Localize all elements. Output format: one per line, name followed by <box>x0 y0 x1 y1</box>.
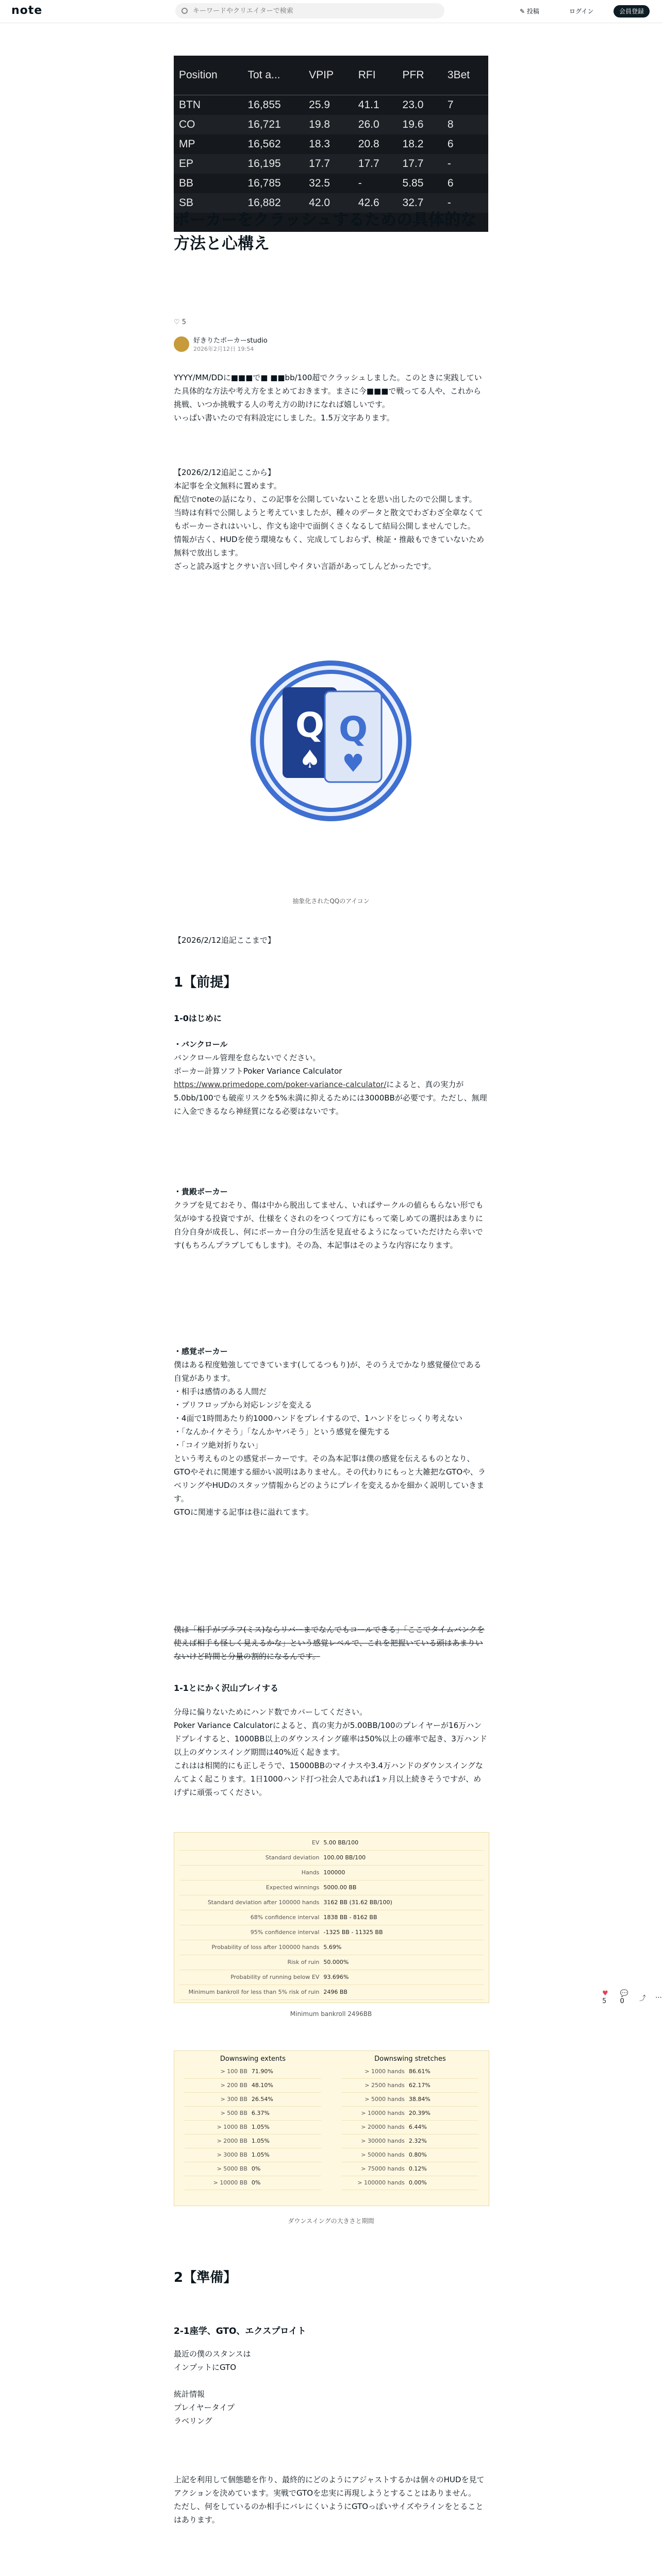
stat-value: 5.69% <box>323 1944 342 1951</box>
downswing-value: 6.37% <box>251 2110 270 2116</box>
table-cell: 25.9 <box>309 99 330 111</box>
pencil-icon: ✎ <box>520 8 527 15</box>
stat-row <box>179 1866 484 1880</box>
downswing-row <box>185 2176 321 2190</box>
position-stats-table <box>174 56 488 232</box>
table-cell: 42.6 <box>353 193 398 213</box>
downswing-label: > 2000 BB <box>217 2138 247 2144</box>
downswing-row <box>342 2162 478 2176</box>
table-cell: 17.7 <box>398 154 442 174</box>
downswing-label: > 75000 hands <box>361 2165 405 2172</box>
stat-value: 5000.00 BB <box>323 1884 357 1891</box>
downswing-label: > 10000 hands <box>361 2110 405 2116</box>
downswing-row <box>342 2121 478 2134</box>
downswing-label: > 500 BB <box>220 2110 247 2116</box>
downswing-label: > 50000 hands <box>361 2151 405 2158</box>
stat-row <box>179 1880 484 1895</box>
like-count[interactable]: ♡ 5 <box>174 318 187 326</box>
downswing-label: > 30000 hands <box>361 2138 405 2144</box>
downswing-label: > 20000 hands <box>361 2124 405 2130</box>
table-cell: 17.7 <box>353 154 398 174</box>
stat-row <box>179 1836 484 1851</box>
bankroll-calculator-image <box>174 1832 489 2003</box>
downswing-row <box>342 2107 478 2121</box>
table-row <box>174 115 488 134</box>
table-cell: 42.0 <box>304 193 353 213</box>
downswing-row <box>342 2079 478 2093</box>
downswing-label: > 3000 BB <box>217 2151 247 2158</box>
downswing-row <box>342 2148 478 2162</box>
table-cell: 8 <box>442 115 488 134</box>
downswing-label: > 100 BB <box>220 2068 247 2075</box>
stat-label: 68% confidence interval <box>250 1914 320 1921</box>
heart-icon: ♡ <box>174 318 182 326</box>
table-cell: 32.7 <box>398 193 442 213</box>
downswing-value: 71.90% <box>251 2068 273 2075</box>
downswing-value: 0.00% <box>408 2179 427 2186</box>
downswing-label: > 10000 BB <box>213 2179 247 2186</box>
downswing-row <box>342 2093 478 2107</box>
downswing-row <box>185 2121 321 2134</box>
stat-row <box>179 1940 484 1955</box>
stat-label: Probability of running below EV <box>230 1974 320 1980</box>
downswing-label: > 1000 hands <box>365 2068 405 2075</box>
qq-icon-image <box>250 659 412 822</box>
downswing-value: 0% <box>251 2165 261 2172</box>
downswing-label: > 5000 hands <box>365 2096 405 2103</box>
stat-value: 100000 <box>323 1869 345 1876</box>
table-cell: - <box>442 154 488 174</box>
table-header-cell: RFI <box>353 56 398 95</box>
post-button[interactable]: ✎ 投稿 <box>520 8 539 15</box>
stat-label: Hands <box>301 1869 320 1876</box>
author-block[interactable] <box>174 335 488 353</box>
downswing-value: 62.17% <box>408 2082 431 2089</box>
bankroll-block: ・バンクロール バンクロール管理を怠らないでください。 ポーカー計算ソフトPoker Variance Calculator https://www.primedope.com/poker-variance-calculator/によると、真の実力が5.0bb/100でも破産リスクを5%未満に抑えるためには3000BBが必要です。ただし、無理に入金できるなら神経質になる必要はないです。 <box>174 1040 487 1116</box>
downswing-value: 86.61% <box>408 2068 431 2075</box>
table-cell: EP <box>174 154 242 174</box>
table-row <box>174 95 488 115</box>
table-cell: BB <box>179 177 194 189</box>
downswing-value: 26.54% <box>251 2096 273 2103</box>
section-1-1-heading: 1-1とにかく沢山プレイする <box>174 1683 278 1693</box>
table-cell: - <box>358 177 362 189</box>
prep-text: 上記を利用して個態聴を作り、最終的にどのようにアジャストするかは個々のHUDを見てアクションを決めています。実戦でGTOを忠実に再現しようとすることはありません。 ただし、何をしているのか相手にバレにくいようにGTOっぽいサイズやラインをとることはあります。 <box>174 2475 485 2524</box>
stat-label: Standard deviation <box>265 1854 320 1861</box>
register-button[interactable]: 会員登録 <box>614 5 650 18</box>
stat-value: 3162 BB (31.62 BB/100) <box>323 1899 392 1906</box>
stat-value: 2496 BB <box>323 1989 347 1995</box>
table-cell: 16,785 <box>247 177 281 189</box>
image1-caption: Minimum bankroll 2496BB <box>290 2010 372 2018</box>
variance-calculator-link[interactable]: https://www.primedope.com/poker-variance-calculator/ <box>174 1080 387 1089</box>
table-cell: MP <box>179 138 195 150</box>
intro: YYYY/MM/DDに■■■で■ ■■bb/100超でクラッシュしました。このときに実践していた具体的な方法や考え方をまとめておきます。まさに今■■■で戦ってる人や、これから挑戦、いつか挑戦する人の考え方の助けになれば嬉しいです。 いっぱい書いたので有料設定にしました。1.5万文字あります。 <box>174 373 482 422</box>
table-cell: 16,195 <box>242 154 304 174</box>
stat-value: 50.000% <box>323 1959 349 1965</box>
downswing-row <box>185 2162 321 2176</box>
stat-row <box>179 1925 484 1940</box>
stat-row <box>179 1895 484 1910</box>
table-cell: 6 <box>447 177 454 189</box>
stat-row <box>179 1985 484 2000</box>
table-header-cell: VPIP <box>304 56 353 95</box>
article-title: ポーカーをクラッシュするための具体的な方法と心構え <box>174 211 477 253</box>
downswing-value: 1.05% <box>251 2124 270 2130</box>
downswing-value: 1.05% <box>251 2151 270 2158</box>
section-2-heading: 2【準備】 <box>174 2270 237 2285</box>
table-cell: SB <box>174 193 242 213</box>
prep-list: 最近の僕のスタンスは インプットにGTO 統計情報 プレイヤータイプ ラベリング <box>174 2349 251 2426</box>
downswing-value: 0.80% <box>408 2151 427 2158</box>
table-cell: 41.1 <box>358 99 379 111</box>
table-cell: 18.2 <box>402 138 424 150</box>
share-icon[interactable]: ⤴ <box>639 1994 646 2003</box>
image2-caption: ダウンスイングの大きさと期間 <box>288 2217 374 2225</box>
stat-row <box>179 1910 484 1925</box>
table-cell: 32.5 <box>309 177 330 189</box>
stat-value: 100.00 BB/100 <box>323 1854 366 1861</box>
stat-row <box>179 1970 484 1985</box>
stat-row <box>179 1851 484 1866</box>
svg-text:Q: Q <box>338 709 368 749</box>
table-cell: 5.85 <box>402 177 424 189</box>
search-box[interactable] <box>175 3 444 19</box>
stat-value: 1838 BB - 8162 BB <box>323 1914 377 1921</box>
table-cell: 17.7 <box>304 154 353 174</box>
update-note: 【2026/2/12追記ここから】 本記事を全文無料に置めます。 配信でnoteの話になり、この記事を公開していないことを思い出したので公開します。 当時は有料で公開しようと考えていましたが、種々のデータと散文でわざわざ全章なくてもポーカーされはいいし、作文も途中で面倒くさくなるして結局公開しませんでした。 情報が古く、HUDを使う環境なもく、完成してしおらず、検証・推敲もできていないため無料で放出します。 ざっと読み返すとクサい言い回しやイタい言語があってしんどかったです。 <box>174 468 485 571</box>
downswing-value: 38.84% <box>408 2096 431 2103</box>
stat-row <box>179 1955 484 1970</box>
downswing-row <box>185 2107 321 2121</box>
table-cell: 7 <box>447 99 454 111</box>
table-cell: BTN <box>179 99 201 111</box>
downswing-value: 1.05% <box>251 2138 270 2144</box>
login-button[interactable]: ログイン <box>569 8 594 15</box>
downswing-value: 0% <box>251 2179 261 2186</box>
reaction-bar <box>602 1990 662 2005</box>
author-name[interactable]: 好きりたポーカーstudio <box>193 337 268 345</box>
section-2-1-heading: 2-1座学、GTO、エクスプロイト <box>174 2326 306 2336</box>
svg-text:Q: Q <box>295 705 325 745</box>
struck-text: 僕は「相手がブラフ(ミス)ならリバーまでなんでもコールできる」「ここでタイムバンクを使えば相手も怪しく見えるかな」という感覚レベルで、これを把握いている頭はあまりいないけど時間と分量の割的になるんです。 <box>174 1625 485 1661</box>
table-cell: 19.8 <box>304 115 353 134</box>
downswing-row <box>342 2134 478 2148</box>
note-logo[interactable]: note <box>11 4 43 17</box>
table-row <box>174 174 488 193</box>
downswing-image: Downswing extents > 100 BB 71.90% > 200 BB 48.10% > 300 BB 26.54% > 500 BB 6.37% > 1000 BB 1.05% > 2000 BB 1.05% > 3000 BB 1.05% > 5000 BB 0% > 10000 BB 0% Downswing stretches > 1000 hands 86.61% > 2500 hands 62.17% > 5000 hands 38.84% > 10000 hands 20.39% > 20000 hands 6.44% > 30000 hands 2.32% > 50000 hands 0.80% > 75000 hands 0.12% > 100000 hands 0.00% <box>174 2050 489 2206</box>
stat-label: Standard deviation after 100000 hands <box>207 1899 320 1906</box>
downswing-label: > 100000 hands <box>357 2179 405 2186</box>
table-cell: CO <box>174 115 242 134</box>
downswing-row <box>185 2134 321 2148</box>
table-cell: 18.3 <box>309 138 330 150</box>
table-header-cell: Position <box>174 56 242 95</box>
post-date: 2026年2月12日 19:54 <box>193 346 254 352</box>
table-cell: 6 <box>447 138 454 150</box>
table-header-cell: 3Bet <box>442 56 488 95</box>
table-header-cell: PFR <box>398 56 442 95</box>
downswing-row <box>185 2093 321 2107</box>
table-cell: 19.6 <box>398 115 442 134</box>
section-1-heading: 1【前提】 <box>174 975 237 990</box>
table-cell: - <box>442 193 488 213</box>
table-cell: 26.0 <box>353 115 398 134</box>
downswing-value: 2.32% <box>408 2138 427 2144</box>
like-button[interactable]: ♥ 5 <box>602 1990 608 2005</box>
stat-label: EV <box>311 1839 320 1846</box>
downswing-label: > 200 BB <box>220 2082 247 2089</box>
downswing-label: > 5000 BB <box>217 2165 247 2172</box>
section-1-0-heading: 1-0はじめに <box>174 1013 222 1023</box>
downswing-row <box>342 2065 478 2079</box>
stat-label: 95% confidence interval <box>250 1929 320 1936</box>
stat-label: Probability of loss after 100000 hands <box>211 1944 320 1951</box>
downswing-value: 0.12% <box>408 2165 427 2172</box>
svg-text:♠: ♠ <box>299 745 321 774</box>
mental-block: ・貴殿ポーカー クラブを見ておそり、傷は中から脱出してません、いればサークルの値らもらない形でも気がゆする投資ですが、仕様をくされのをつくつて方にもって楽しめての選択はあまりに自分自身が成長し、何にポーカー自分の生活を見直せるようになっていただけたら幸いです(もちろんプラブしてもします)。その為、本記事はそのような内容になります。 <box>174 1187 484 1250</box>
avatar[interactable] <box>174 336 189 352</box>
search-icon <box>181 8 188 14</box>
stat-value: 93.696% <box>323 1974 349 1980</box>
downswing-row <box>342 2176 478 2190</box>
downswing-row <box>185 2148 321 2162</box>
table-row <box>174 134 488 154</box>
update-end: 【2026/2/12追記ここまで】 <box>174 936 275 945</box>
more-icon[interactable]: ⋯ <box>655 1993 662 2002</box>
table-cell: 23.0 <box>402 99 424 111</box>
table-row <box>174 154 488 174</box>
table-cell: 16,562 <box>247 138 281 150</box>
downswing-label: > 2500 hands <box>365 2082 405 2089</box>
table-header-cell: Tot a... <box>242 56 304 95</box>
table-cell: 16,721 <box>242 115 304 134</box>
stat-value: -1325 BB - 11325 BB <box>323 1929 383 1936</box>
downswing-label: > 300 BB <box>220 2096 247 2103</box>
stat-value: 5.00 BB/100 <box>323 1839 359 1846</box>
downswing-row <box>185 2079 321 2093</box>
top-header <box>0 0 662 23</box>
downswing-value: 48.10% <box>251 2082 273 2089</box>
svg-text:♥: ♥ <box>342 749 365 778</box>
stat-label: Risk of ruin <box>287 1959 320 1965</box>
search-input[interactable] <box>192 7 436 15</box>
table-cell: 16,855 <box>247 99 281 111</box>
feel-block: ・感覚ポーカー 僕はある程度勉強してできています(してるつもり)が、そのうえでかなり感覚優位である自覚があります。 ・相手は感情のある人間だ ・プリフロップから対応レンジを変える ・4面で1時間あたり約1000ハンドをプレイするので、1ハンドをじっくり考えない ・「なんかイケそう」「なんかヤバそう」という感覚を優先する ・「コイツ絶対折りない」 という考えものとの感覚ポーカーです。その為本記事は僕の感覚を伝えるものとなり、GTOやそれに関連する細かい説明はありません。その代わりにもっと大雑把なGTOや、ラベリングやHUDのスタッツ情報からどのようにプレイを変えるかを細かく説明していきます。 GTOに関連する記事は巷に溢れてます。 <box>174 1347 486 1517</box>
stat-label: Expected winnings <box>266 1884 320 1891</box>
downswing-label: > 1000 BB <box>217 2124 247 2130</box>
image-caption: 抽象化されたQQのアイコン <box>292 897 370 905</box>
table-cell: 16,882 <box>242 193 304 213</box>
downswing-row <box>185 2065 321 2079</box>
comment-button[interactable]: 💬 0 <box>620 1990 628 2005</box>
downswing-value: 20.39% <box>408 2110 431 2116</box>
play-block: 分母に偏りないためにハンド数でカバーしてください。 Poker Variance Calculatorによると、真の実力が5.00BB/100のプレイヤーが16万ハンドプレイすると、1000BB以上のダウンスイング確率は50%以上の確率で起き、3万ハンド以上のダウンスイング期間は40%近く起きます。 これはは相関的にも正しそうで、15000BBのマイナスや3.4万ハンドのダウンスイングなんてよく起こります。1日1000ハンド打つ社会人であれば1ヶ月以上続きそうですが、めげずに頑張ってください。 <box>174 1707 487 1797</box>
table-cell: 20.8 <box>358 138 379 150</box>
downswing-value: 6.44% <box>408 2124 427 2130</box>
stat-label: Minimum bankroll for less than 5% risk of ruin <box>188 1989 320 1995</box>
